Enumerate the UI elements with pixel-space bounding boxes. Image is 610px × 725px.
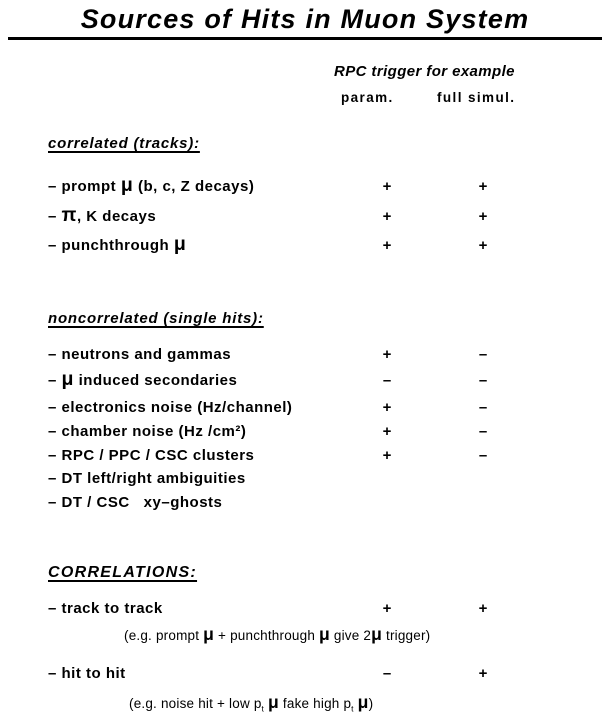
section-heading-correlated: correlated (tracks): [48,135,200,152]
row-pi-k-decays [0,204,610,230]
row-label: – punchthrough μ [48,233,187,255]
example-note-track-to-track: (e.g. prompt μ + punchthrough μ give 2μ trigger) [124,624,431,644]
row-label: – RPC / PPC / CSC clusters [48,447,255,464]
row-label: – neutrons and gammas [48,346,232,363]
column-header-full-simul: full simul. [437,90,516,105]
param-mark: + [382,346,392,363]
row-neutrons-gammas [0,346,610,368]
full-simul-mark: – [478,346,488,363]
full-simul-mark: – [478,423,488,440]
param-mark: + [382,600,392,617]
trigger-context-label: RPC trigger for example [334,63,515,80]
column-header-param: param. [341,90,394,105]
row-track-to-track [0,600,610,622]
full-simul-mark: + [478,237,488,254]
param-mark: + [382,399,392,416]
section-heading-correlations: CORRELATIONS: [48,564,198,581]
param-mark: + [382,423,392,440]
page-title: Sources of Hits in Muon System [80,4,530,34]
title-underline-rule [8,37,602,40]
param-mark: + [382,178,392,195]
param-mark: – [382,372,392,389]
full-simul-mark: + [478,600,488,617]
row-label: – μ induced secondaries [48,368,238,390]
full-simul-mark: – [478,447,488,464]
row-mu-induced-secondaries [0,368,610,394]
full-simul-mark: – [478,399,488,416]
full-simul-mark: – [478,372,488,389]
row-prompt-mu [0,174,610,200]
full-simul-mark: + [478,208,488,225]
full-simul-mark: + [478,665,488,682]
row-dt-left-right-ambiguities [0,470,610,492]
row-dt-csc-xy-ghosts [0,494,610,516]
row-rpc-ppc-csc-clusters [0,447,610,469]
section-heading-noncorrelated: noncorrelated (single hits): [48,310,264,327]
row-chamber-noise [0,423,610,445]
example-note-hit-to-hit: (e.g. noise hit + low $p_t$ μ fake high $p_t$ μ) [129,692,374,714]
row-punchthrough-mu [0,233,610,259]
row-label: – hit to hit [48,665,126,682]
row-label: – prompt μ (b, c, Z decays) [48,174,255,196]
row-label: – electronics noise (Hz/channel) [48,399,293,416]
row-label: – track to track [48,600,163,617]
param-mark: – [382,665,392,682]
row-label: – DT left/right ambiguities [48,470,246,487]
full-simul-mark: + [478,178,488,195]
param-mark: + [382,237,392,254]
row-electronics-noise [0,399,610,421]
row-hit-to-hit [0,665,610,687]
param-mark: + [382,447,392,464]
row-label: – DT / CSC xy–ghosts [48,494,223,511]
row-label: – chamber noise (Hz /cm²) [48,423,247,440]
row-label: – π, K decays [48,204,157,226]
param-mark: + [382,208,392,225]
